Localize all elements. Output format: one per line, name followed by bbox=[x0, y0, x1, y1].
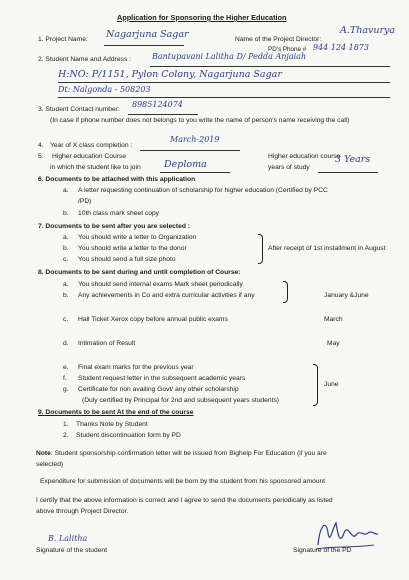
timing-label: May bbox=[327, 340, 340, 347]
list-item: Thanks Note by Student bbox=[76, 421, 148, 428]
pd-signature-label: Signature of the PD bbox=[293, 547, 352, 554]
section-6a-letter: a. bbox=[63, 187, 69, 194]
section-5-number: 5. bbox=[38, 153, 44, 160]
list-item: Intimation of Result bbox=[78, 340, 136, 347]
section-6b-letter: b. bbox=[63, 210, 69, 217]
list-item: Final exam marks for the previous year bbox=[78, 364, 194, 371]
student-signature-label: Signature of the student bbox=[36, 547, 108, 554]
contact-label: 3. Student Contact number: bbox=[38, 106, 120, 113]
section-6-heading: 6. Documents to be attached with this application bbox=[38, 176, 196, 183]
list-item-letter: c. bbox=[63, 256, 69, 263]
timing-label: March bbox=[324, 316, 343, 323]
contact-underline bbox=[128, 114, 198, 115]
brace bbox=[258, 234, 263, 264]
list-item-letter: f. bbox=[63, 375, 67, 382]
director-value: A.Thavurya bbox=[340, 25, 396, 36]
course-years-label-2: years of study bbox=[268, 164, 310, 171]
section-8-heading: 8. Documents to be sent during and until completion of Course: bbox=[38, 269, 241, 276]
section-6a-line-2: /PD) bbox=[78, 198, 92, 205]
list-item-letter: a. bbox=[63, 281, 69, 288]
list-item-number: 1. bbox=[63, 421, 69, 428]
course-years-underline bbox=[318, 172, 378, 173]
list-item-letter: g. bbox=[63, 386, 69, 393]
brace bbox=[313, 364, 318, 406]
contact-note: (In case if phone number does not belongs to you write the name of person's name receiving the call) bbox=[50, 117, 350, 124]
course-value: Deploma bbox=[164, 159, 207, 170]
director-label: Name of the Project Director: bbox=[235, 36, 322, 43]
section-7-heading: 7. Documents to be sent after you are selected : bbox=[38, 223, 191, 230]
course-years-label-1: Higher education course bbox=[268, 153, 341, 160]
list-item: Student discontinuation form by PD bbox=[76, 432, 181, 439]
project-name-underline bbox=[104, 45, 184, 46]
year-x-value: March-2019 bbox=[170, 135, 220, 144]
year-x-label: Year of X class completion : bbox=[50, 142, 133, 149]
section-7-note: After receipt of 1st installment in August bbox=[268, 245, 386, 252]
student-name-value: Bantupavani Lalitha D/ Pedda Anjaiah bbox=[152, 52, 307, 61]
course-underline bbox=[160, 172, 230, 173]
list-item: You should send a full size photo bbox=[78, 256, 176, 263]
address-underline-1 bbox=[58, 82, 390, 83]
project-name-value: Nagarjuna Sagar bbox=[106, 29, 189, 40]
list-item-letter: e. bbox=[63, 364, 69, 371]
timing-label: June bbox=[324, 381, 339, 388]
list-item: You should write a letter to the donor bbox=[78, 245, 187, 252]
expenditure-note: Expenditure for submission of documents will be born by the student from his sponsored amount bbox=[40, 478, 326, 485]
list-item-number: 2. bbox=[63, 432, 69, 439]
section-4-number: 4. bbox=[38, 142, 44, 149]
list-item-letter: b. bbox=[63, 245, 69, 252]
note-line-2: selected) bbox=[36, 461, 64, 468]
list-item-letter: a. bbox=[63, 234, 69, 241]
list-item: Any achievements in Co and extra curricular activities if any bbox=[78, 292, 255, 299]
certify-line-1: I certify that the above information is correct and I agree to send the documents periodically as listed bbox=[36, 497, 333, 504]
year-x-underline bbox=[140, 150, 240, 151]
list-item: Student request letter in the subsequent academic years bbox=[78, 375, 246, 382]
course-label-2: in which the student like to join bbox=[50, 164, 141, 171]
list-item-letter: c. bbox=[63, 316, 69, 323]
address-line-2: Dt: Nalgonda - 508203 bbox=[58, 85, 151, 94]
section-9-heading: 9. Documents to be sent At the end of the course bbox=[38, 409, 194, 416]
timing-label: January &June bbox=[324, 292, 369, 299]
brace bbox=[283, 281, 288, 303]
student-name-label: 2. Student Name and Address : bbox=[38, 56, 131, 63]
address-line-1: H:NO: P/1151, Pylon Colony, Nagarjuna Sagar bbox=[58, 69, 282, 80]
page-title: Application for Sponsoring the Higher Education bbox=[117, 13, 287, 22]
pd-phone-label: PD's Phone # bbox=[268, 46, 307, 53]
note-line-1: Note: Student sponsorship confirmation letter will be issued from Bighelp For Education (if you are bbox=[36, 450, 327, 457]
section-6b-text: 10th class mark sheet copy bbox=[78, 210, 160, 217]
student-name-underline bbox=[150, 66, 390, 67]
list-item: Hall Ticket Xerox copy before annual public exams bbox=[78, 316, 228, 323]
student-signature: B. Lalitha bbox=[48, 534, 88, 543]
section-8g-continuation: (Duly certified by Principal for 2nd and subsequent years students) bbox=[82, 397, 280, 404]
contact-value: 8985124074 bbox=[132, 100, 183, 109]
pd-phone-value: 944 124 1873 bbox=[313, 43, 369, 52]
project-name-label: 1. Project Name: bbox=[38, 36, 88, 43]
list-item-letter: d. bbox=[63, 340, 69, 347]
list-item: You should send internal exams Mark sheet periodically bbox=[78, 281, 243, 288]
list-item: Certificate for non availing Govt/ any other scholarship bbox=[78, 386, 239, 393]
course-years-value: 3 Years bbox=[335, 154, 371, 165]
section-6a-line-1: A letter requesting continuation of scholarship for higher education (Certified by PCC bbox=[78, 187, 328, 194]
address-underline-2 bbox=[58, 97, 390, 98]
certify-line-2: above through Project Director. bbox=[36, 508, 129, 515]
list-item-letter: b. bbox=[63, 292, 69, 299]
list-item: You should write a letter to Organization bbox=[78, 234, 197, 241]
course-label-1: Higher education Course bbox=[52, 153, 126, 160]
